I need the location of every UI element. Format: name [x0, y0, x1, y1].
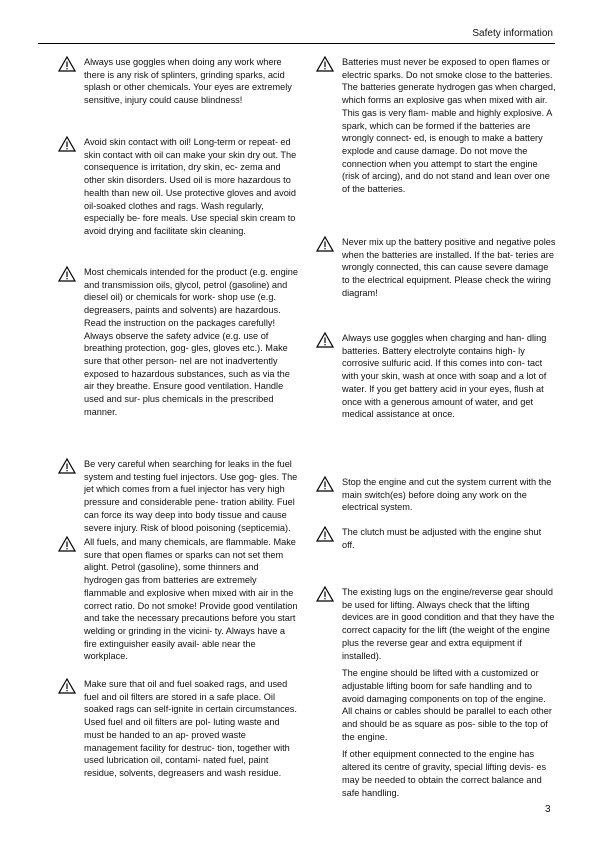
page-header	[38, 27, 555, 44]
warning-text: Batteries must never be exposed to open flames or electric sparks. Do not smoke close to the batteries. The batteries generate hydrogen gas when charged, which forms an explosive gas when mixed with air. This gas is very flam- mable and highly explosive. A spark, which can be formed if the batteries are wrongly connect- ed, is enough to make a battery explode and cause damage. Do not move the connection when you attempt to start the engine (risk of arcing), and do not stand and lean over one of the batteries.	[342, 57, 556, 195]
warning-item	[58, 266, 298, 423]
warning-item	[316, 56, 556, 201]
warning-icon	[316, 332, 334, 348]
warning-text: Stop the engine and cut the system current with the main switch(es) before doing any work on the electrical system.	[342, 477, 552, 513]
warning-item	[316, 476, 556, 519]
warning-icon	[316, 526, 334, 542]
warning-text: The existing lugs on the engine/reverse gear should be used for lifting. Always check that the lifting devices are in good condition and that they have the correct capacity for the lift (the weight of the engine plus the reverse gear and extra equipment if installed).	[342, 587, 555, 661]
warning-text: The clutch must be adjusted with the engine shut off.	[342, 527, 542, 550]
warning-text: The engine should be lifted with a customized or adjustable lifting boom for safe handling and to avoid damaging components on top of the engine. All chains or cables should be parallel to each other and should be as square as pos- sible to the top of the engine.	[342, 668, 552, 742]
warning-item	[58, 458, 298, 539]
warning-text: Avoid skin contact with oil! Long-term or repeat- ed skin contact with oil can make your skin dry out. The consequence is irritation, dry skin, ec- zema and other skin disorders. Used oil is more hazardous to health than new oil. Use protective gloves and avoid oil-soaked clothes and rags. Wash regularly, especially be- fore meals. Use special skin cream to avoid drying and facilitate skin cleaning.	[84, 137, 297, 236]
warning-icon	[316, 56, 334, 72]
warning-icon	[58, 266, 76, 282]
warning-item	[316, 586, 556, 804]
warning-item	[316, 236, 556, 305]
warning-icon	[58, 458, 76, 474]
warning-item	[316, 332, 556, 426]
warning-item	[58, 136, 298, 243]
warning-icon	[316, 586, 334, 602]
warning-text: If other equipment connected to the engine has altered its centre of gravity, special lifting devis- es may be needed to obtain the correct balance and safe handling.	[342, 749, 547, 798]
warning-item	[316, 526, 556, 556]
warning-text: Be very careful when searching for leaks in the fuel system and testing fuel injectors. Use gog- gles. The jet which comes from a fuel injector has very high pressure and considerable pene- tration ability. Fuel can force its way deep into body tissue and cause severe injury. Risk of blood poisoning (septicemia).	[84, 459, 298, 533]
warning-icon	[316, 476, 334, 492]
page-number: 3	[545, 804, 551, 815]
warning-icon	[58, 536, 76, 552]
warning-icon	[58, 56, 76, 72]
warning-item	[58, 56, 298, 107]
warning-icon	[316, 236, 334, 252]
warning-text: Most chemicals intended for the product (e.g. engine and transmission oils, glycol, petrol (gasoline) and diesel oil) or chemicals for work- shop use (e.g. degreasers, paints and solvents) are hazardous. Read the instruction on the packages carefully! Always observe the safety advice (e.g. use of breathing protection, gog- gles, gloves etc.). Make sure that other person- nel are not inadvertently exposed to hazardous substances, such as via the air they breathe. Ensure good ventilation. Handle used and sur- plus chemicals in the prescribed manner.	[84, 267, 298, 417]
warning-text: Always use goggles when charging and han- dling batteries. Battery electrolyte contains high- ly corrosive sulfuric acid. If this comes into con- tact with your skin, wash at once with soap and a lot of water. If you get battery acid in your eyes, flush at once with a generous amount of water, and get medical assistance at once.	[342, 333, 547, 420]
warning-icon	[58, 678, 76, 694]
left-column	[58, 56, 298, 778]
warning-icon	[58, 136, 76, 152]
warning-text: Always use goggles when doing any work where there is any risk of splinters, grinding sparks, acid splash or other chemicals. Your eyes are extremely sensitive, injury could cause blindness!	[84, 57, 292, 106]
warning-text: Never mix up the battery positive and negative poles when the batteries are installed. If the bat- teries are wrongly connected, this can cause severe damage to the electrical equipment. Please check the wiring diagram!	[342, 237, 556, 298]
warning-text: Make sure that oil and fuel soaked rags, and used fuel and oil filters are stored in a safe place. Oil soaked rags can self-ignite in certain circumstances. Used fuel and oil filters are pol- luting waste and must be handed to an ap- proved waste management facility for destruc- tion, together with used lubrication oil, contami- nated fuel, paint residue, solvents, degreasers and wash residue.	[84, 679, 297, 778]
warning-item	[58, 678, 298, 785]
warning-text: All fuels, and many chemicals, are flammable. Make sure that open flames or sparks can not set them alight. Petrol (gasoline), some thinners and hydrogen gas from batteries are extremely flammable and explosive when mixed with air in the correct ratio. Do not smoke! Provide good ventilation and take the necessary precautions before you start welding or grinding in the vicini- ty. Always have a fire extinguisher easily avail- able near the workplace.	[84, 537, 298, 662]
warning-item	[58, 536, 298, 668]
section-title: Safety information	[472, 28, 553, 39]
